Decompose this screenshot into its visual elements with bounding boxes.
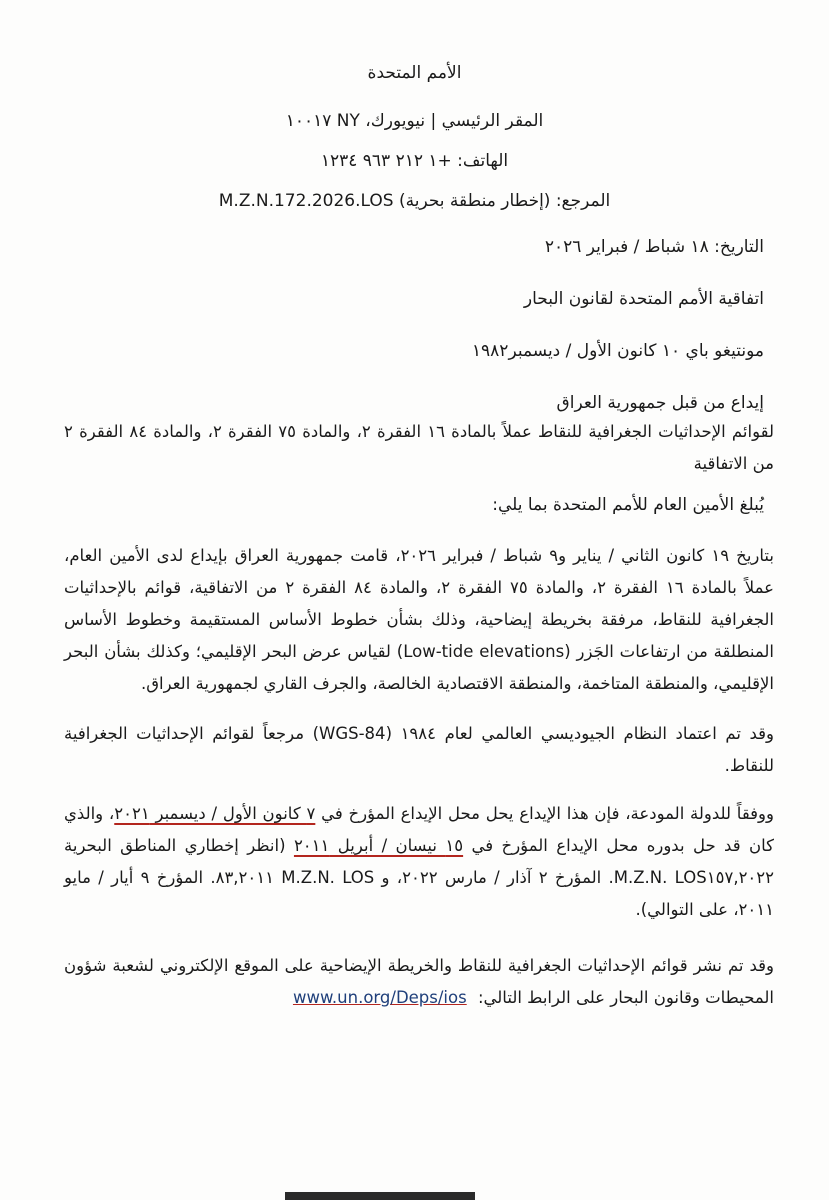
header-phone: الهاتف: +١ ٢١٢ ٩٦٣ ١٢٣٤ bbox=[320, 151, 509, 171]
paragraph-5-text-b: ، والذي كان قد حل بدوره محل الإيداع المؤرخ في bbox=[64, 804, 775, 855]
paragraph-5-text-c: (انظر إخطاري المناطق البحرية M.Z.N. LOS١٥٧,٢٠٢٢. المؤرخ ٢ آذار / مارس ٢٠٢٢، و M.Z.N. LOS ٨٣,٢٠١١. المؤرخ ٩ أيار / مايو ٢٠١١، على التوالي). bbox=[64, 836, 775, 919]
meta-convention: اتفاقية الأمم المتحدة لقانون البحار bbox=[523, 289, 764, 309]
meta-place-date: مونتيغو باي ١٠ كانون الأول / ديسمبر١٩٨٢ bbox=[471, 341, 764, 361]
paragraph-1: لقوائم الإحداثيات الجغرافية للنقاط عملاً بالمادة ١٦ الفقرة ٢، والمادة ٧٥ الفقرة ٢، والمادة ٨٤ الفقرة ٢ من الاتفاقية bbox=[64, 422, 774, 473]
paragraph-6 bbox=[64, 950, 774, 1014]
paragraph-2: يُبلغ الأمين العام للأمم المتحدة بما يلي: bbox=[492, 495, 764, 515]
header-org: الأمم المتحدة bbox=[367, 63, 462, 83]
meta-deposit: إيداع من قبل جمهورية العراق bbox=[556, 393, 764, 413]
meta-date: التاريخ: ١٨ شباط / فبراير ٢٠٢٦ bbox=[544, 237, 764, 257]
website-link[interactable]: www.un.org/Deps/ios bbox=[292, 988, 467, 1007]
paragraph-6-text: وقد تم نشر قوائم الإحداثيات الجغرافية للنقاط والخريطة الإيضاحية على الموقع الإلكتروني لشعبة شؤون المحيطات وقانون البحار على الرابط التالي: bbox=[64, 956, 774, 1007]
paragraph-3: بتاريخ ١٩ كانون الثاني / يناير و٩ شباط / فبراير ٢٠٢٦، قامت جمهورية العراق بإيداع لدى الأمين العام، عملاً بالمادة ١٦ الفقرة ٢، والمادة ٧٥ الفقرة ٢، والمادة ٨٤ الفقرة ٢ من الاتفاقية، قوائم بالإحداثيات الجغرافية للنقاط، مرفقة بخريطة إيضاحية، وذلك بشأن خطوط الأساس المستقيمة وخطوط الأساس المنطلقة من ارتفاعات الجَزر (Low-tide elevations) لقياس عرض البحر الإقليمي؛ وكذلك بشأن البحر الإقليمي، والمنطقة المتاخمة، والمنطقة الاقتصادية الخالصة، والجرف القاري لجمهورية العراق. bbox=[64, 546, 774, 693]
header-hq: المقر الرئيسي | نيويورك، NY ١٠٠١٧ bbox=[285, 111, 544, 131]
bottom-edge-mark bbox=[285, 1192, 475, 1200]
paragraph-5 bbox=[64, 798, 774, 926]
paragraph-5-underlined-date-2: ١٥ نيسان / أبريل ٢٠١١ bbox=[293, 836, 464, 855]
paragraph-4: وقد تم اعتماد النظام الجيوديسي العالمي لعام ١٩٨٤ (WGS-84) مرجعاً لقوائم الإحداثيات الجغرافية للنقاط. bbox=[64, 724, 774, 775]
paragraph-5-underlined-date-1: ٧ كانون الأول / ديسمبر ٢٠٢١ bbox=[114, 804, 316, 823]
header-reference: المرجع: (إخطار منطقة بحرية) M.Z.N.172.2026.LOS bbox=[218, 191, 611, 211]
paragraph-5-text-a: ووفقاً للدولة المودعة، فإن هذا الإيداع يحل محل الإيداع المؤرخ في bbox=[321, 804, 774, 823]
